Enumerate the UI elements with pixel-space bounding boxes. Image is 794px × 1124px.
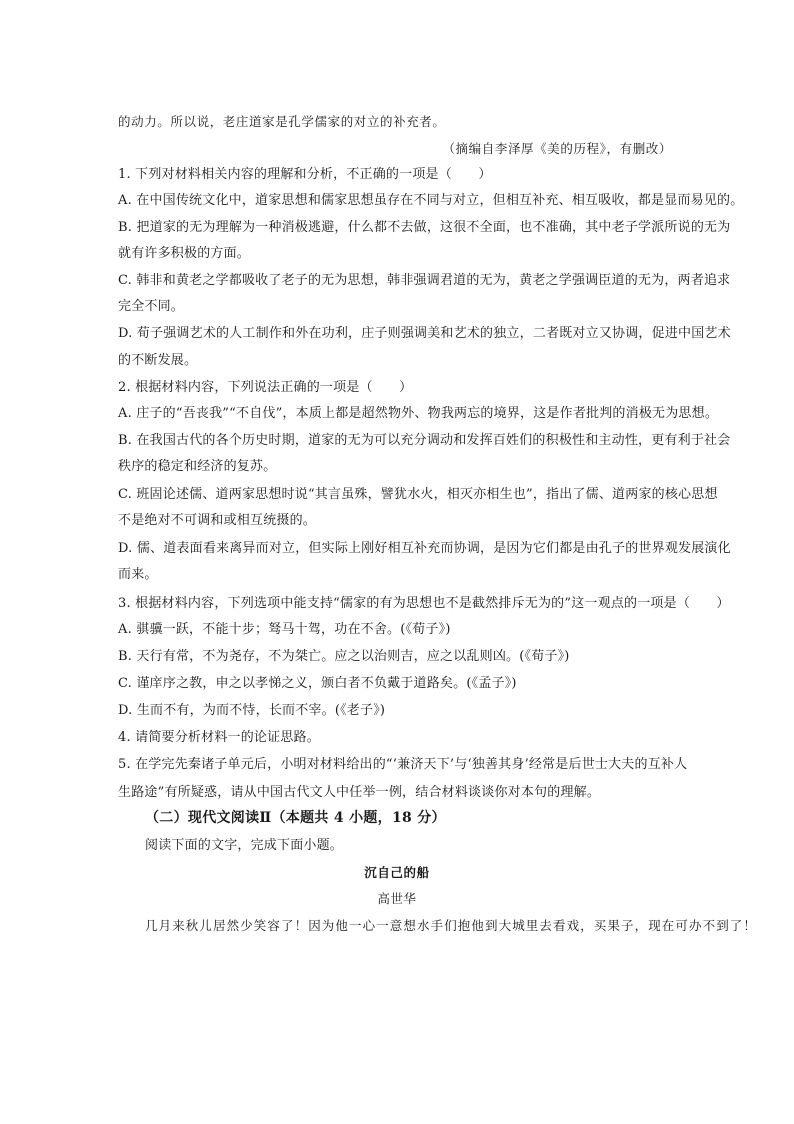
passage-citation: （摘编自李泽厚《美的历程》，有删改） — [442, 141, 672, 156]
q2-option-a: A. 庄子的“吾丧我”“不自伐”，本质上都是超然物外、物我两忘的境界，这是作者批判的消极无为思想。 — [118, 406, 719, 421]
q3-option-a: A. 骐骥一跃，不能十步；驽马十驾，功在不舍。(《荀子》) — [118, 622, 451, 637]
q5-line1: 5. 在学完先秦诸子单元后，小明对材料给出的“‘兼济天下’与‘独善其身’经常是后世士大夫的互补人 — [118, 757, 688, 772]
story-title: 沉自己的船 — [364, 865, 430, 880]
q5-line2: 生路途”有所疑惑，请从中国古代文人中任举一例，结合材料谈谈你对本句的理解。 — [118, 785, 601, 800]
q1-option-d-line2: 的不断发展。 — [118, 353, 198, 368]
q2-stem: 2. 根据材料内容，下列说法正确的一项是（ ） — [118, 380, 413, 395]
q4-stem: 4. 请简要分析材料一的论证思路。 — [118, 730, 320, 745]
q2-option-b-line1: B. 在我国古代的各个历史时期，道家的无为可以充分调动和发挥百姓们的积极性和主动性，更有利于社会 — [118, 433, 731, 448]
q1-stem: 1. 下列对材料相关内容的理解和分析，不正确的一项是（ ） — [118, 167, 492, 182]
q2-option-b-line2: 秩序的稳定和经济的复苏。 — [118, 459, 277, 474]
q2-option-c-line2: 不是绝对不可调和或相互统摄的。 — [118, 513, 317, 528]
q1-option-c-line1: C. 韩非和黄老之学都吸收了老子的无为思想，韩非强调君道的无为，黄老之学强调臣道的无为，两者追求 — [118, 273, 731, 288]
story-first-line: 几月来秋儿居然少笑容了！因为他一心一意想水手们抱他到大城里去看戏，买果子，现在可办不到了！ — [145, 918, 758, 933]
q3-option-b: B. 天行有常，不为尧存，不为桀亡。应之以治则吉，应之以乱则凶。(《荀子》) — [118, 649, 570, 664]
q1-option-b-line1: B. 把道家的无为理解为一种消极逃避，什么都不去做，这很不全面，也不准确，其中老子学派所说的无为 — [118, 220, 731, 235]
q3-option-c: C. 谨庠序之教，申之以孝悌之义，颁白者不负戴于道路矣。(《孟子》) — [118, 676, 517, 691]
q1-option-c-line2: 完全不同。 — [118, 299, 185, 314]
q2-option-d-line1: D. 儒、道表面看来离异而对立，但实际上刚好相互补充而协调，是因为它们都是由孔子的世界观发展演化 — [118, 541, 731, 556]
q3-option-d: D. 生而不有，为而不恃，长而不宰。(《老子》) — [118, 703, 386, 718]
q2-option-d-line2: 而来。 — [118, 567, 158, 582]
q1-option-a: A. 在中国传统文化中，道家思想和儒家思想虽存在不同与对立，但相互补充、相互吸收，都是显而易见的。 — [118, 193, 744, 208]
section-instruction: 阅读下面的文字，完成下面小题。 — [145, 838, 344, 853]
section-heading: （二）现代文阅读Ⅱ（本题共 4 小题，18 分） — [145, 810, 446, 826]
q1-option-d-line1: D. 荀子强调艺术的人工制作和外在功利，庄子则强调美和艺术的独立，二者既对立又协调，促进中国艺术 — [118, 326, 731, 341]
q2-option-c-line1: C. 班固论述儒、道两家思想时说“其言虽殊，譬犹水火，相灭亦相生也”，指出了儒、道两家的核心思想 — [118, 487, 718, 502]
q1-option-b-line2: 就有许多积极的方面。 — [118, 246, 251, 261]
story-author: 高世华 — [377, 891, 417, 906]
q3-stem: 3. 根据材料内容，下列选项中能支持“儒家的有为思想也不是截然排斥无为的”这一观点的一项是（ ） — [118, 596, 730, 611]
passage-end-line: 的动力。所以说，老庄道家是孔学儒家的对立的补充者。 — [118, 114, 446, 129]
